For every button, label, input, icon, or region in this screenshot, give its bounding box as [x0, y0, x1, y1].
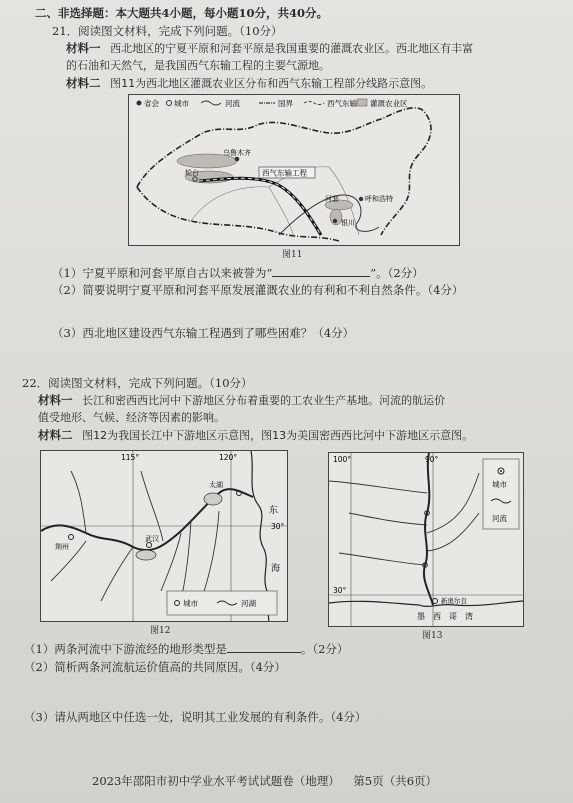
fig13-legend-city-dot [500, 470, 502, 472]
fig13-gulf: 墨 西 哥 湾 [417, 612, 473, 621]
legend-line: 西气东输 [327, 99, 357, 108]
fig12-lon1: 115° [121, 453, 140, 462]
figure-12-svg [41, 451, 287, 621]
q22-m1-line2: 值受地形、气候、经济等因素的影响。 [38, 411, 225, 424]
mississippi-river [424, 453, 433, 605]
fig12-lat: 30° [271, 522, 285, 531]
river-legend-icon [201, 101, 221, 105]
irrigation-legend-icon [357, 99, 367, 106]
q22-m2-text: 图12为我国长江中下游地区示意图，图13为美国密西西比河中下游地区示意图。 [82, 429, 474, 442]
figure-11-map [128, 94, 460, 246]
fig12-legend-city: 城市 [183, 599, 198, 608]
taihu-lake [204, 493, 222, 505]
fig12-lon2: 120° [219, 453, 238, 462]
capital-legend-icon [137, 101, 142, 106]
q22-m2-label: 材料二 [38, 428, 73, 442]
legend-irrigation: 灌溉农业区 [370, 99, 408, 108]
label-hohhot: 呼和浩特 [365, 195, 393, 203]
tributaries [51, 471, 219, 601]
q21-q1-suffix: ”。（2分） [370, 266, 424, 280]
q22-q1-suffix: 。（2分） [300, 642, 349, 656]
q21-sub1 [52, 265, 424, 281]
q21-material1 [66, 41, 473, 56]
label-project: 西气东输工程 [262, 168, 307, 178]
q21-material2 [66, 76, 432, 91]
q21-m2-label: 材料二 [66, 76, 101, 90]
fig13-legend-city: 城市 [492, 480, 507, 489]
fig12-hai: 海 [271, 564, 281, 574]
q22-m1-line1: 长江和密西西比河中下游地区分布着重要的工农业生产基地。河流的航运价 [82, 394, 446, 407]
q22-sub1 [24, 641, 348, 657]
figure-12-caption: 图12 [150, 626, 171, 636]
figure-13-caption: 图13 [422, 631, 443, 641]
fig12-dong: 东 [269, 506, 279, 516]
q21-sub3: （3）西北地区建设西气东输工程遇到了哪些困难？（4分） [52, 326, 355, 340]
footer-page: 第5页（共6页） [353, 774, 438, 788]
gulf-coastline [329, 601, 523, 606]
fig12-city2: 武汉 [145, 535, 159, 543]
q22-m1-label: 材料一 [38, 393, 73, 407]
section-title: 二、非选择题：本大题共4小题，每小题10分，共40分。 [35, 6, 329, 20]
fig13-lon1: 100° [333, 455, 352, 464]
figure-12-map [40, 450, 288, 622]
q22-q1-prefix: （1）两条河流中下游流经的地形类型是 [24, 642, 227, 656]
q22-q1-answer-blank[interactable] [227, 641, 301, 653]
fig12-taihu: 太湖 [209, 481, 223, 489]
city1-marker [69, 535, 74, 540]
q21-m2-text: 图11为西北地区灌溉农业区分布和西气东输工程部分线路示意图。 [110, 77, 433, 90]
fig13-lat: 30° [333, 586, 347, 595]
dongting-lake [136, 550, 156, 560]
q22-material2 [38, 428, 473, 443]
label-yinchuan: 银川 [341, 219, 355, 227]
q22-sub2: （2）简析两条河流航运价值高的共同原因。（4分） [24, 660, 286, 674]
legend-capital: 省会 [144, 99, 159, 108]
line-legend-icon [304, 102, 324, 105]
q22-sub3: （3）请从两地区中任选一处，说明其工业发展的有利条件。（4分） [24, 710, 367, 724]
figure-13-svg [329, 453, 523, 626]
footer-title: 2023年邵阳市初中学业水平考试试题卷（地理） [92, 774, 340, 788]
fig13-tributaries [329, 473, 479, 565]
fig12-legend-river: 河湖 [241, 599, 256, 608]
q21-stem: 21．阅读图文材料，完成下列问题。（10分） [52, 24, 283, 38]
yinchuan-marker [333, 219, 337, 223]
q21-m1-label: 材料一 [66, 41, 101, 55]
urumqi-marker [235, 157, 240, 162]
q21-q1-answer-blank[interactable] [272, 265, 370, 277]
label-urumqi: 乌鲁木齐 [223, 149, 251, 157]
legend-border: 国界 [278, 99, 293, 108]
q22-material1 [38, 393, 445, 408]
hohhot-marker [359, 197, 363, 201]
figure-11-svg [129, 95, 459, 245]
footer [92, 774, 437, 789]
fig12-city1: 荆州 [55, 543, 69, 551]
q21-sub2: （2）简要说明宁夏平原和河套平原发展灌溉农业的有利和不利自然条件。（4分） [52, 283, 464, 297]
fig13-city: 新奥尔良 [441, 597, 467, 605]
figure-11-caption: 图11 [282, 250, 303, 260]
q21-q1-prefix: （1）宁夏平原和河套平原自古以来被誉为“ [52, 266, 273, 280]
q21-m1-line2: 的石油和天然气，是我国西气东输工程的主要气源地。 [66, 59, 330, 72]
figure-13-map [328, 452, 524, 627]
q22-stem: 22．阅读图文材料，完成下列问题。（10分） [22, 376, 253, 390]
fig13-lon2: 90° [425, 455, 439, 464]
label-hetao: 河套 [325, 195, 339, 203]
label-luntai: 轮台 [185, 169, 199, 177]
legend-city: 城市 [174, 99, 189, 108]
fig13-legend-river: 河流 [492, 514, 507, 523]
city2-marker [147, 543, 152, 548]
city-legend-icon [167, 101, 172, 106]
q21-m1-line1: 西北地区的宁夏平原和河套平原是我国重要的灌溉农业区。西北地区有丰富 [110, 42, 474, 55]
legend-river: 河流 [225, 99, 240, 108]
